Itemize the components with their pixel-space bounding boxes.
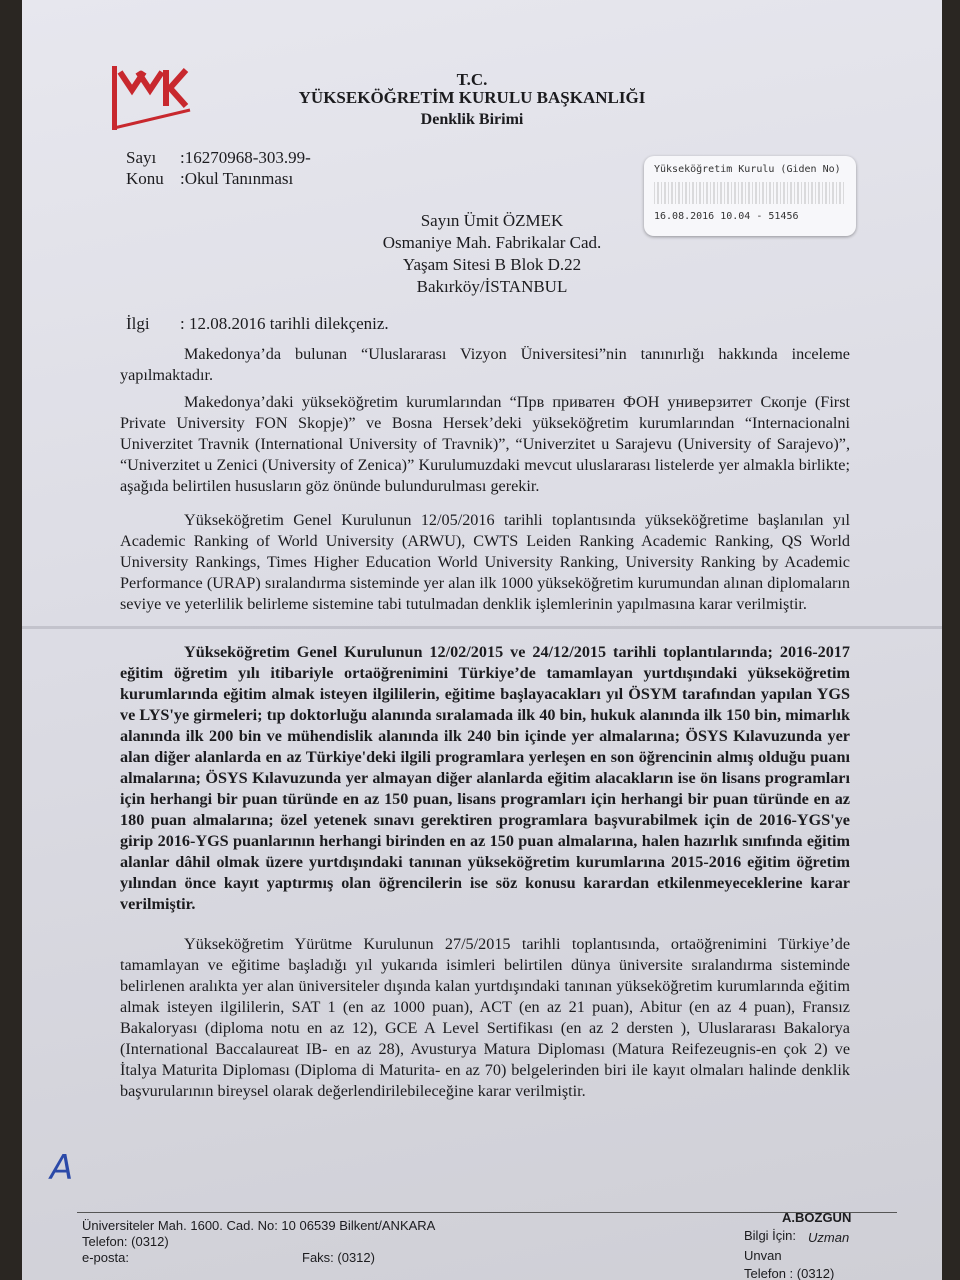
stamp-value: 16.08.2016 10.04 - 51456 [654, 211, 799, 222]
konu-label: Konu [126, 169, 164, 188]
header-unit: Denklik Birimi [420, 111, 524, 128]
recipient-line: Sayın Ümit ÖZMEK [420, 211, 564, 230]
header-tc: T.C. [456, 70, 488, 89]
footer-divider [77, 1212, 897, 1213]
footer-title: Uzman [808, 1230, 850, 1245]
footer-bilgi: Bilgi İçin: [744, 1228, 797, 1243]
recipient-line: Yaşam Sitesi B Blok D.22 [402, 255, 582, 274]
footer-email: e-posta: [82, 1250, 129, 1265]
recipient-line: Osmaniye Mah. Fabrikalar Cad. [382, 233, 602, 252]
footer-signer: A.BOZGUN [782, 1210, 852, 1225]
stamp-title: Yükseköğretim Kurulu (Giden No) [654, 164, 841, 175]
handwritten-initial: A [50, 1148, 74, 1188]
body-paragraph-4: Yükseköğretim Genel Kurulunun 12/02/2015 ve 24/12/2015 tarihli toplantılarında; 2016-2017 eğitim öğretim yılı itibariyle ortaöğrenimini Türkiye’de tamamlayan yurtdışındaki yükseköğretim kurumlarında eğitim almak isteyen ilgililerin, eğitime başlayacakları yıl ÖSYM tarafından yapılan YGS ve LYS'ye girmeleri; tıp doktorluğu alanında sıralamada ilk 40 bin, hukuk alanında ilk 150 bin, mimarlık alanında ilk 200 bin ve mühendislik alanında ilk 240 bin içinde yer almalarına; ÖSYS Kılavuzunda yer alan diğer alanlarda en az Türkiye'deki ilgili programlara yerleşen en son öğrencinin almış olduğu puanı almalarına; ÖSYS Kılavuzunda yer almayan diğer alanlarda eğitim alacakların ise ön lisans programları için herhangi bir puan türünde en az 150 puan, lisans programları için herhangi bir puan türünde en az 180 puan almalarına; özel yetenek sınavı gerektiren programlara başvurabilmek için de 2016-YGS'ye girip 2016-YGS puanlarının herhangi birinden en az 150 puan almalarına, halen hazırlık sınıfında eğitim alanlar dâhil olmak üzere yurtdışındaki tanınan yükseköğretim kurumlarına 2015-2016 eğitim öğretim yılından önce kayıt yaptırmış olan öğrencilerin ise söz konusu karardan etkilenmeyeceklerine karar verilmiştir. [120, 643, 850, 913]
outgoing-number-stamp [644, 156, 856, 236]
body-paragraph-5: Yükseköğretim Yürütme Kurulunun 27/5/2015 tarihli toplantısında, ortaöğrenimini Türkiye’de tamamlayan ve eğitime başladığı yıl yukarıda isimleri belirtilen dünya üniversite sıralandırma sisteminde belirlenen aralıkta yer alan üniversiteler dışında kalan yurtdışındaki tanınan yükseköğretim kurumlarında eğitim almak isteyen ilgililerin, SAT 1 (en az 1000 puan), ACT (en az 21 puan), Abitur (en az 4 puan), Fransız Bakaloryası (diploma notu en az 12), GCE A Level Sertifikası (en az 2 dersten ), Uluslararası Bakalorya (International Baccalaureat IB- en az 28), Avusturya Matura Diploması (Matura Reifezeugnis-en çok 2) ve İtalya Maturita Diploması (Diploma di Maturita- en az 70) belgelerinden biri ile kayıt olmaları halinde denklik başvurularının bireysel olarak değerlendirilebileceğine karar verilmiştir. [120, 935, 850, 1100]
konu-value: :Okul Tanınması [180, 169, 294, 188]
header-institution: YÜKSEKÖĞRETİM KURULU BAŞKANLIĞI [298, 88, 646, 107]
recipient-address [362, 210, 622, 298]
yok-logo [94, 62, 194, 132]
fold-line [22, 626, 942, 629]
document-page [22, 0, 942, 1280]
body-paragraph-3: Yükseköğretim Genel Kurulunun 12/05/2016 tarihli toplantısında yükseköğretime başlanılan yıl Academic Ranking of World University (ARWU), CWTS Leiden Ranking Academic Ranking, QS World University Rankings, Times Higher Education World University Ranking, University Ranking by Academic Performance (URAP) sıralandırma sisteminde yer alan ilk 1000 yükseköğretim kurumundan alınan diplomaların seviye ve yeterlilik belirleme sistemine tabi tutulmadan denklik işlemlerinin yapılmasına karar verilmiştir. [120, 511, 850, 613]
body-paragraph-1: Makedonya’da bulunan “Uluslararası Vizyon Üniversitesi”nin tanınırlığı hakkında inceleme yapılmaktadır. [120, 345, 850, 384]
footer-unvan: Unvan [744, 1248, 782, 1263]
ilgi-value: : 12.08.2016 tarihli dilekçeniz. [180, 314, 389, 333]
sayi-label: Sayı [126, 148, 157, 167]
body-paragraph-2: Makedonya’daki yükseköğretim kurumlarından “Прв приватен ФОН универзитет Скопје (First Private University FON Skopje)” ve Bosna Hersek’deki yükseköğretim kurumlarından “Internacionalni Univerzitet Travnik (International University of Travnik)”, “Univerzitet u Sarajevu (University of Sarajevo)”, “Univerzitet u Zenici (University of Zenica)” Kurulumuzdaki mevcut uluslararası listelerde yer almakla birlikte; aşağıda belirtilen hususların göz önünde bulundurulması gerekir. [120, 393, 850, 495]
footer-phone: Telefon: (0312) [82, 1234, 169, 1249]
footer-fax: Faks: (0312) [302, 1250, 375, 1265]
footer-address: Üniversiteler Mah. 1600. Cad. No: 10 06539 Bilkent/ANKARA [82, 1218, 436, 1233]
sayi-value: :16270968-303.99- [180, 148, 311, 167]
barcode [654, 182, 844, 204]
recipient-line: Bakırköy/İSTANBUL [416, 277, 568, 296]
footer-telefon: Telefon : (0312) [744, 1266, 835, 1280]
ilgi-label: İlgi [126, 314, 150, 333]
